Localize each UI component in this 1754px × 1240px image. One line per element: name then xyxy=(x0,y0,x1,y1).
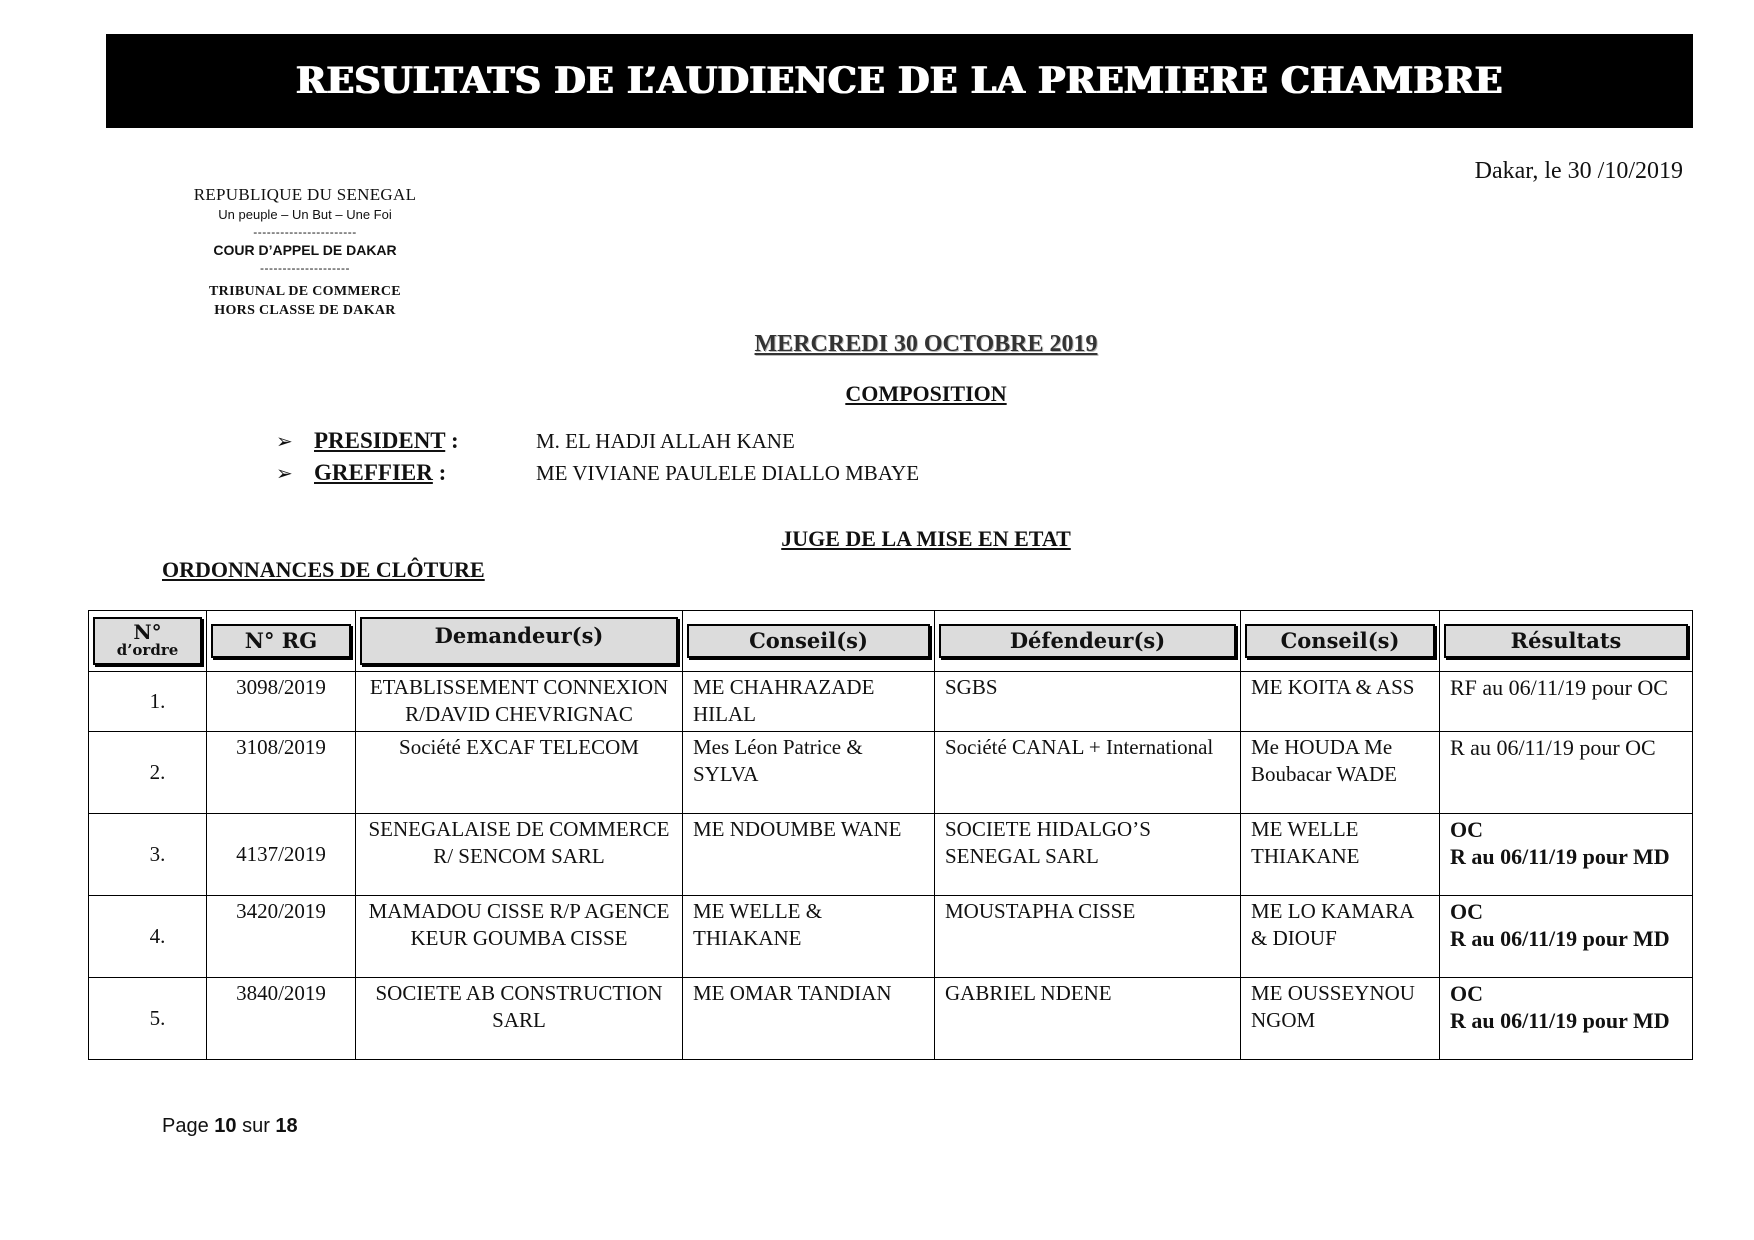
header-resultats: Résultats xyxy=(1440,611,1693,672)
letterhead-separator: ----------------------- xyxy=(253,225,357,239)
header-demandeur: Demandeur(s) xyxy=(356,611,683,672)
date-line: Dakar, le 30 /10/2019 xyxy=(1474,158,1683,184)
cell-conseil: ME LO KAMARA & DIOUF xyxy=(1241,896,1440,978)
cell-defendeur: SOCIETE HIDALGO’S SENEGAL SARL xyxy=(935,814,1241,896)
cell-demandeur: SOCIETE AB CONSTRUCTION SARL xyxy=(356,978,683,1060)
cell-defendeur: GABRIEL NDENE xyxy=(935,978,1241,1060)
table-row xyxy=(89,814,1693,896)
cell-demandeur: SENEGALAISE DE COMMERCE R/ SENCOM SARL xyxy=(356,814,683,896)
letterhead-separator: -------------------- xyxy=(260,261,350,275)
cell-demandeur: ETABLISSEMENT CONNEXION R/DAVID CHEVRIGNAC xyxy=(356,672,683,732)
member-name: M. EL HADJI ALLAH KANE xyxy=(536,429,795,453)
table-row xyxy=(89,672,1693,732)
table-row xyxy=(89,896,1693,978)
letterhead-tribunal xyxy=(160,282,450,320)
cell-defendeur: MOUSTAPHA CISSE xyxy=(935,896,1241,978)
cell-conseil: ME KOITA & ASS xyxy=(1241,672,1440,732)
banner-title: RESULTATS DE L’AUDIENCE DE LA PREMIERE CHAMBRE xyxy=(296,60,1503,102)
cell-order: 4. xyxy=(89,896,207,978)
cell-resultat: OC R au 06/11/19 pour MD xyxy=(1440,814,1693,896)
cell-demandeur: Société EXCAF TELECOM xyxy=(356,732,683,814)
results-table xyxy=(88,610,1693,1060)
cell-rg: 3420/2019 xyxy=(207,896,356,978)
cell-conseil: Me HOUDA Me Boubacar WADE xyxy=(1241,732,1440,814)
cell-order: 1. xyxy=(89,672,207,732)
member-role: GREFFIER : xyxy=(314,460,447,485)
letterhead-motto: Un peuple – Un But – Une Foi xyxy=(218,207,392,222)
header-order: N° d’ordre xyxy=(89,611,207,672)
cell-rg: 3840/2019 xyxy=(207,978,356,1060)
arrow-bullet-icon: ➢ xyxy=(276,461,293,485)
cell-defendeur: SGBS xyxy=(935,672,1241,732)
cell-conseil: ME WELLE & THIAKANE xyxy=(683,896,935,978)
cell-conseil: ME NDOUMBE WANE xyxy=(683,814,935,896)
member-row-greffier xyxy=(276,460,919,490)
title-banner xyxy=(106,34,1693,128)
member-name: ME VIVIANE PAULELE DIALLO MBAYE xyxy=(536,461,920,485)
cell-defendeur: Société CANAL + International xyxy=(935,732,1241,814)
header-conseil: Conseil(s) xyxy=(1241,611,1440,672)
table-row xyxy=(89,732,1693,814)
current-page: 10 xyxy=(214,1115,237,1137)
letterhead-tribunal-line: HORS CLASSE DE DAKAR xyxy=(214,303,396,318)
cell-conseil: ME WELLE THIAKANE xyxy=(1241,814,1440,896)
member-role: PRESIDENT : xyxy=(314,428,459,453)
cell-conseil: Mes Léon Patrice & SYLVA xyxy=(683,732,935,814)
header-rg: N° RG xyxy=(207,611,356,672)
letterhead-tribunal-line: TRIBUNAL DE COMMERCE xyxy=(209,284,401,299)
page-footer: Page 10 sur 18 xyxy=(162,1115,298,1137)
table-header-row xyxy=(89,611,1693,672)
member-row-president xyxy=(276,428,795,458)
cell-rg: 4137/2019 xyxy=(207,814,356,896)
table-row xyxy=(89,978,1693,1060)
cell-order: 5. xyxy=(89,978,207,1060)
header-conseil: Conseil(s) xyxy=(683,611,935,672)
letterhead-republic: REPUBLIQUE DU SENEGAL xyxy=(193,185,417,204)
cell-resultat: OC R au 06/11/19 pour MD xyxy=(1440,978,1693,1060)
cell-demandeur: MAMADOU CISSE R/P AGENCE KEUR GOUMBA CISSE xyxy=(356,896,683,978)
cell-conseil: ME OUSSEYNOU NGOM xyxy=(1241,978,1440,1060)
total-pages: 18 xyxy=(275,1115,298,1137)
cell-order: 3. xyxy=(89,814,207,896)
cell-resultat: RF au 06/11/19 pour OC xyxy=(1440,672,1693,732)
header-defendeur: Défendeur(s) xyxy=(935,611,1241,672)
cell-resultat: R au 06/11/19 pour OC xyxy=(1440,732,1693,814)
cell-rg: 3108/2019 xyxy=(207,732,356,814)
judge-title: JUGE DE LA MISE EN ETAT xyxy=(781,526,1071,551)
cell-conseil: ME CHAHRAZADE HILAL xyxy=(683,672,935,732)
ordonnances-title: ORDONNANCES DE CLÔTURE xyxy=(162,557,485,582)
letterhead xyxy=(160,185,450,320)
cell-conseil: ME OMAR TANDIAN xyxy=(683,978,935,1060)
composition-title: COMPOSITION xyxy=(845,381,1007,406)
cell-rg: 3098/2019 xyxy=(207,672,356,732)
letterhead-court: COUR D’APPEL DE DAKAR xyxy=(213,242,397,258)
arrow-bullet-icon: ➢ xyxy=(276,429,293,453)
cell-order: 2. xyxy=(89,732,207,814)
cell-resultat: OC R au 06/11/19 pour MD xyxy=(1440,896,1693,978)
hearing-date: MERCREDI 30 OCTOBRE 2019 xyxy=(754,331,1098,357)
